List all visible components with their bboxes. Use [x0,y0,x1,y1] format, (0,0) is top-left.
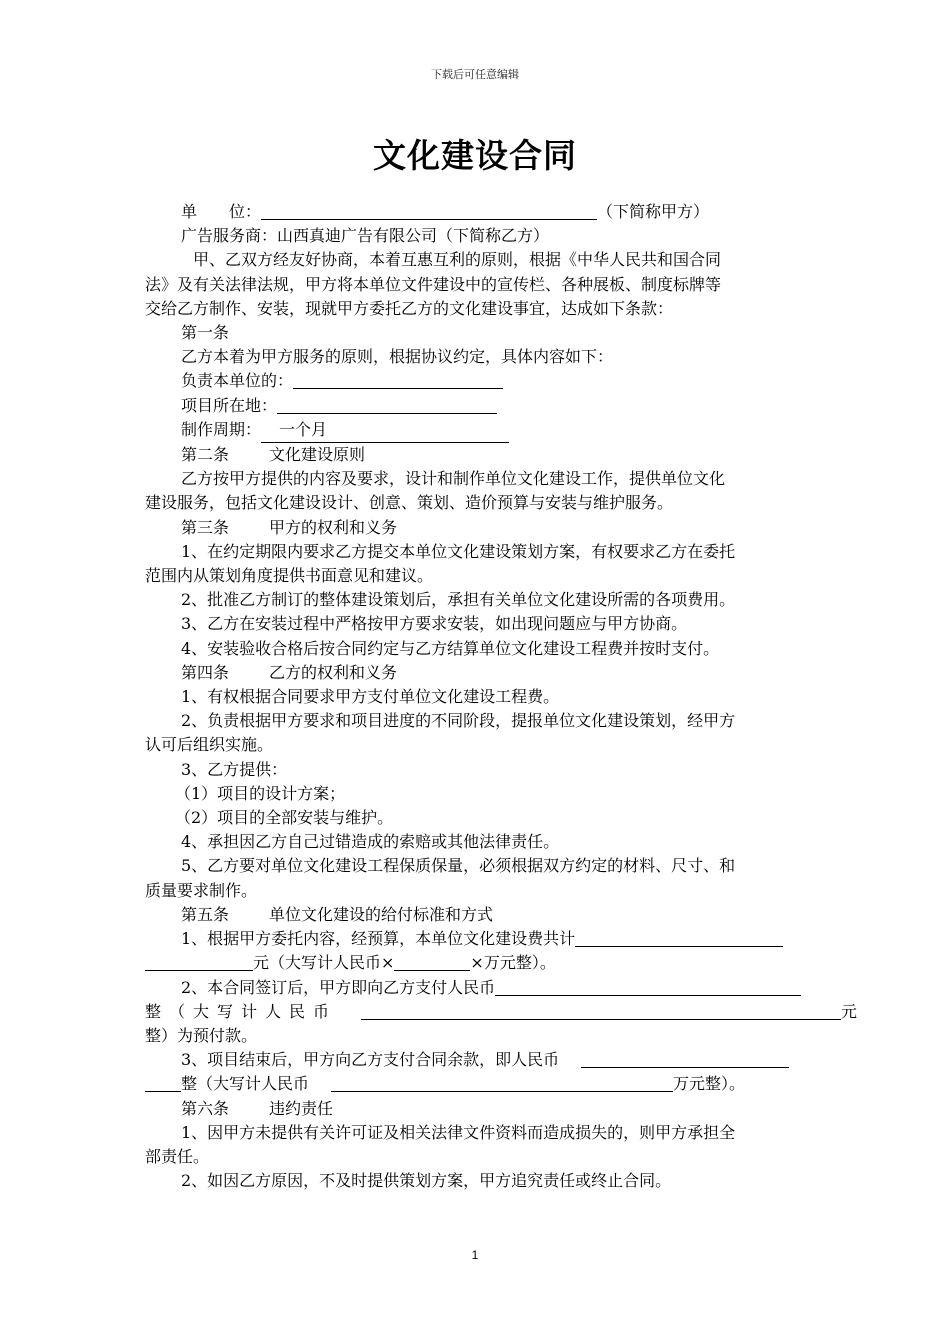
party-a-label-1: 单 [181,202,198,221]
article-4-item-5b: 质量要求制作。 [145,880,258,900]
article-4-item-4: 4、承担因乙方自己过错造成的索赔或其他法律责任。 [181,832,560,852]
field-location-line [145,394,850,418]
field-period-blank[interactable] [261,418,509,443]
article-3-title: 甲方的权利和义务 [269,517,398,537]
intro-line-3: 交给乙方制作、安装，现就甲方委托乙方的文化建设事宜，达成如下条款： [145,298,674,318]
article-3-item-1b: 范围内从策划角度提供书面意见和建议。 [145,566,434,586]
article-5-item-1-mid: 元（大写计人民币× [253,953,395,973]
article-5-item-3-line-1 [145,1048,850,1072]
balance-words-blank[interactable] [331,1074,673,1092]
article-6-item-1b: 部责任。 [145,1146,210,1166]
article-4-heading [145,661,850,685]
article-6-title: 违约责任 [269,1098,334,1118]
article-6-item-1a: 1、因甲方未提供有关许可证及相关法律文件资料而造成损失的，则甲方承担全 [181,1122,736,1142]
article-5-item-2-line-2 [145,1000,858,1024]
article-5-item-3-end: 万元整）。 [673,1074,746,1094]
total-fee-blank-cont[interactable] [145,953,253,971]
total-fee-blank[interactable] [575,929,783,947]
article-5-item-2-text: 2、本合同签订后，甲方即向乙方支付人民币 [181,977,496,997]
party-a-suffix: （下简称甲方） [597,202,710,221]
prepayment-blank[interactable] [495,978,801,996]
balance-blank[interactable] [581,1050,789,1068]
total-fee-words-blank[interactable] [394,953,470,971]
article-4-item-5a: 5、乙方要对单位文化建设工程保质保量，必须根据双方约定的材料、尺寸、和 [181,856,736,876]
article-5-item-1-end: ×万元整）。 [470,953,556,973]
article-3-number: 第三条 [181,517,230,537]
article-2-number: 第二条 [181,445,230,465]
article-2-heading [145,443,850,467]
article-5-item-3-mid: 整（大写计人民币 [181,1074,310,1094]
prepayment-words-blank[interactable] [361,1002,841,1020]
article-5-item-2-line-1 [145,976,850,1000]
article-4-item-3a: （1）项目的设计方案； [175,783,346,803]
article-4-item-1: 1、有权根据合同要求甲方支付单位文化建设工程费。 [181,687,560,707]
field-unit-label: 负责本单位的： [181,371,294,391]
article-6-number: 第六条 [181,1098,230,1118]
article-4-number: 第四条 [181,662,230,682]
article-5-item-3-line-2 [145,1072,850,1096]
article-2-text-1: 乙方按甲方提供的内容及要求，设计和制作单位文化建设工作，提供单位文化 [181,469,726,489]
party-a-line [145,200,850,224]
article-5-title: 单位文化建设的给付标准和方式 [269,904,494,924]
field-location-blank[interactable] [277,396,497,414]
article-5-item-1-text: 1、根据甲方委托内容，经预算，本单位文化建设费共计 [181,929,576,949]
article-4-item-2b: 认可后组织实施。 [145,735,274,755]
header-note: 下载后可任意编辑 [431,68,519,81]
document-title: 文化建设合同 [373,136,577,175]
page-number: 1 [471,1248,479,1262]
article-1-heading: 第一条 [181,323,230,343]
article-5-item-1-line-2 [145,951,850,975]
field-period-line [145,418,850,443]
article-3-heading [145,516,850,540]
article-2-title: 文化建设原则 [269,445,366,465]
field-location-label: 项目所在地： [181,395,278,415]
article-3-item-1a: 1、在约定期限内要求乙方提交本单位文化建设策划方案，有权要求乙方在委托 [181,541,736,561]
article-2-text-2: 建设服务，包括文化建设设计、创意、策划、造价预算与安装与维护服务。 [145,493,674,513]
article-5-item-1-line-1 [145,927,850,951]
intro-line-2: 法》及有关法律法规，甲方将本单位文件建设中的宣传栏、各种展板、制度标牌等 [145,274,722,294]
document-body [145,200,858,1193]
article-6-heading [145,1097,850,1121]
article-4-title: 乙方的权利和义务 [269,662,398,682]
article-4-item-2a: 2、负责根据甲方要求和项目进度的不同阶段，提报单位文化建设策划，经甲方 [181,711,736,731]
article-1-text: 乙方本着为甲方服务的原则，根据协议约定，具体内容如下： [181,347,614,367]
article-5-item-3-text: 3、项目结束后，甲方向乙方支付合同余款，即人民币 [181,1050,560,1070]
article-3-item-4: 4、安装验收合格后按合同约定与乙方结算单位文化建设工程费并按时支付。 [181,638,720,658]
field-period-value: 一个月 [279,419,328,439]
article-5-number: 第五条 [181,904,230,924]
field-unit-blank[interactable] [293,371,503,389]
article-3-item-3: 3、乙方在安装过程中严格按甲方要求安装，如出现问题应与甲方协商。 [181,614,688,634]
party-a-blank[interactable] [261,202,597,220]
party-b-line: 广告服务商：山西真迪广告有限公司（下简称乙方） [181,226,550,246]
party-a-label-2: 位： [229,202,262,221]
article-3-item-2: 2、批准乙方制订的整体建设策划后，承担有关单位文化建设所需的各项费用。 [181,590,736,610]
balance-blank-cont[interactable] [145,1074,181,1092]
field-unit-line [145,369,850,393]
article-5-item-2-mid: 整（大写计人民币 [145,1001,338,1021]
article-5-item-2-line-3: 整）为预付款。 [145,1025,258,1045]
article-5-heading [145,903,850,927]
article-6-item-2: 2、如因乙方原因，不及时提供策划方案，甲方追究责任或终止合同。 [181,1171,672,1191]
article-4-item-3: 3、乙方提供： [181,759,288,779]
article-4-item-3b: （2）项目的全部安装与维护。 [175,808,394,828]
field-period-label: 制作周期： [181,419,262,439]
intro-line-1: 甲、乙双方经友好协商，本着互惠互利的原则，根据《中华人民共和国合同 [193,250,722,270]
article-5-item-2-unit: 元 [841,1001,858,1021]
